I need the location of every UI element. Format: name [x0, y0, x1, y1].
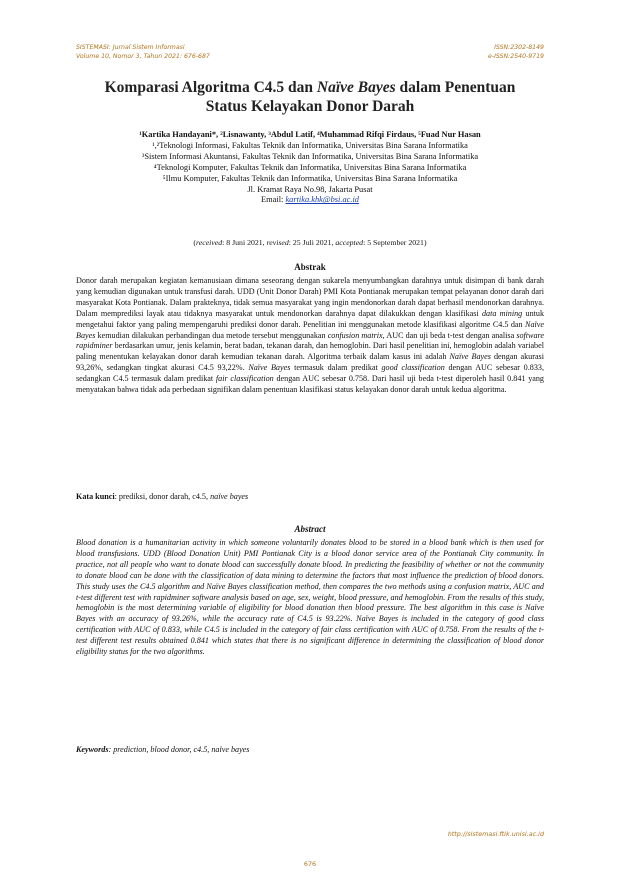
abstrak-heading: Abstrak: [294, 262, 326, 272]
revised-date: : 25 Juli 2021,: [288, 238, 336, 247]
kata-kunci-italic: naïve bayes: [210, 492, 249, 501]
accepted-label: accepted: [335, 238, 364, 247]
abstrak-text: dengan AUC sebesar 0.833, sedangkan C4.5 termasuk dalam predikat: [76, 363, 544, 384]
title-line2: Status Kelayakan Donor Darah: [205, 98, 415, 115]
email-link[interactable]: kartika.khk@bsi.ac.id: [285, 195, 359, 205]
keywords-label: Keywords: [76, 745, 109, 754]
abstrak-text: untuk mengetahui faktor yang paling mempengaruhi prediksi donor darah. Penelitian ini menggunakan metode klasifikasi algoritme C4.5 dan: [76, 308, 545, 329]
abstrak-text: , AUC dan uji beda t-test dengan analisa: [382, 330, 517, 340]
journal-name: SISTEMASI: Jurnal Sistem Informasi: [76, 44, 185, 51]
email-line: [60, 195, 560, 206]
abstrak-italic: data mining: [481, 308, 523, 318]
kata-kunci-text: : prediksi, donor darah, c4.5,: [114, 492, 211, 501]
abstrak-italic: software rapidminer: [76, 330, 544, 351]
issn: ISSN:2302-8149: [494, 44, 544, 51]
kata-kunci-label: Kata kunci: [76, 492, 115, 501]
abstrak-italic: Naïve Bayes: [76, 319, 544, 340]
title-italic: Naïve Bayes: [316, 79, 396, 96]
received-dates: (received: 8 Juni 2021, revised: 25 Juli 2021, accepted: 5 September 2021): [193, 238, 427, 247]
footer-url[interactable]: http://sistemasi.ftik.unisi.ac.id: [447, 830, 544, 838]
accepted-date: : 5 September 2021: [363, 238, 424, 247]
title-part: dalam Penentuan: [395, 79, 516, 96]
abstrak-text: termasuk dalam predikat: [290, 363, 382, 373]
eissn: e-ISSN:2540-9719: [488, 53, 544, 60]
abstrak-text: berdasarkan umur, jenis kelamin, berat badan, tekanan darah, dan hemoglobin. Dari hasil penelitian ini, hemoglobin adalah variabel paling menentukan kelayakan donor darah kemudian tekanan darah. Algoritma terbaik dalam kasus ini adalah: [76, 341, 544, 362]
affiliation-1: ¹,²Teknologi Informasi, Fakultas Teknik dan Informatika, Universitas Bina Sarana Informatika: [152, 140, 468, 150]
revised-label: revised: [266, 238, 289, 247]
affiliation-3: ⁴Teknologi Komputer, Fakultas Teknik dan Informatika, Universitas Bina Sarana Informatika: [153, 162, 467, 172]
paper-title: [60, 78, 560, 116]
abstrak-italic: good classification: [381, 363, 445, 373]
received-date: : 8 Juni 2021,: [222, 238, 267, 247]
keywords: [76, 745, 544, 754]
abstrak-text: dengan AUC sebesar 0.758. Dari hasil uji beda t-test diperoleh hasil 0.841 yang menyatakan bahwa tidak ada perbedaan signifikan dalam penentuan klasifikasi status kelayakan donor darah untuk kedua algoritma.: [76, 374, 544, 395]
abstract-body: Blood donation is a humanitarian activity in which someone voluntarily donates blood to be stored in a blood bank which is then used for blood transfusions. UDD (Blood Donation Unit) PMI Pontianak City is a blood donor service area of the Pontianak City community. In practice, not all people who want to donate blood can successfully donate blood. In predicting the feasibility of whether or not the community to donate blood can be done with the classification of data mining to determine the factors that most influence the prediction of blood donors. This study uses the C4.5 algorithm and Naïve Bayes classification method, then compares the two methods using a confusion matrix, AUC and t-test different test with rapidminer software analysis based on age, sex, weight, blood pressure, and hemoglobin. From the results of this study, hemoglobin is the most determining variable of eligibility for blood donation then blood pressure. The best algorithm in this case is Naïve Bayes with an accuracy of 93.26%, while the accuracy rate of C4.5 is 93.22%. Naïve Bayes is included in the category of good class certification with AUC of 0.833, while C4.5 is included in the category of fair class certification with AUC of 0.758. From the results of the t-test different test results obtained 0.841 which states that there is no significant difference in determining the classification of blood donor eligibility status for the two algorithms.: [76, 538, 544, 657]
journal-volume: Volume 10, Nomor 3, Tahun 2021: 676-687: [76, 53, 210, 60]
abstrak-body: [76, 276, 544, 396]
abstrak-text: Donor darah merupakan kegiatan kemanusiaan dimana seseorang dengan sukarela menyumbangkan darahnya untuk disimpan di bank darah yang kemudian digunakan untuk transfusi darah. UDD (Unit Donor Darah) PMI Kota Pontianak merupakan tempat pelayanan donor darah dari masyarakat Kota Pontianak. Dalam prakteknya, tidak semua masyarakat yang ingin mendonorkan darah dapat berhasil mendonorkan darahnya. Dalam memprediksi layak atau tidaknya masyarakat untuk mendonorkan darahnya dapat dilakukkan dengan klasifikasi: [76, 276, 544, 318]
address: Jl. Kramat Raya No.98, Jakarta Pusat: [247, 184, 373, 194]
abstrak-italic: Naïve Bayes: [449, 352, 491, 362]
title-part: Komparasi Algoritma C4.5 dan: [104, 79, 317, 96]
abstrak-italic: fair classification: [215, 374, 274, 384]
author-names: ¹Kartika Handayani*, ²Lisnawanty, ³Abdul Latif, ⁴Muhammad Rifqi Firdaus, ⁵Fuad Nur Hasan: [139, 130, 481, 139]
received-label: received: [196, 238, 223, 247]
kata-kunci: [76, 492, 544, 501]
abstrak-italic: confusion matrix: [327, 330, 383, 340]
author-block: [60, 130, 560, 206]
abstrak-italic: Naïve Bayes: [248, 363, 291, 373]
email-label: Email:: [261, 195, 286, 205]
keywords-text: : prediction, blood donor, c4.5, naïve bayes: [108, 745, 250, 754]
affiliation-4: ⁵Ilmu Komputer, Fakultas Teknik dan Informatika, Universitas Bina Sarana Informatika: [162, 173, 458, 183]
abstrak-text: dengan akurasi 93,26%, sedangkan tingkat akurasi C4.5 93,22%.: [76, 352, 544, 373]
page-number: 676: [303, 860, 317, 868]
affiliation-2: ³Sistem Informasi Akuntansi, Fakultas Teknik dan Informatika, Universitas Bina Sarana Informatika: [141, 151, 479, 161]
journal-header-right: [488, 43, 544, 61]
journal-header-left: [76, 43, 210, 61]
abstract-heading: Abstract: [294, 524, 326, 534]
abstrak-text: kemudian dilakukan perbandingan dua metode tersebut menggunakan: [95, 330, 328, 340]
